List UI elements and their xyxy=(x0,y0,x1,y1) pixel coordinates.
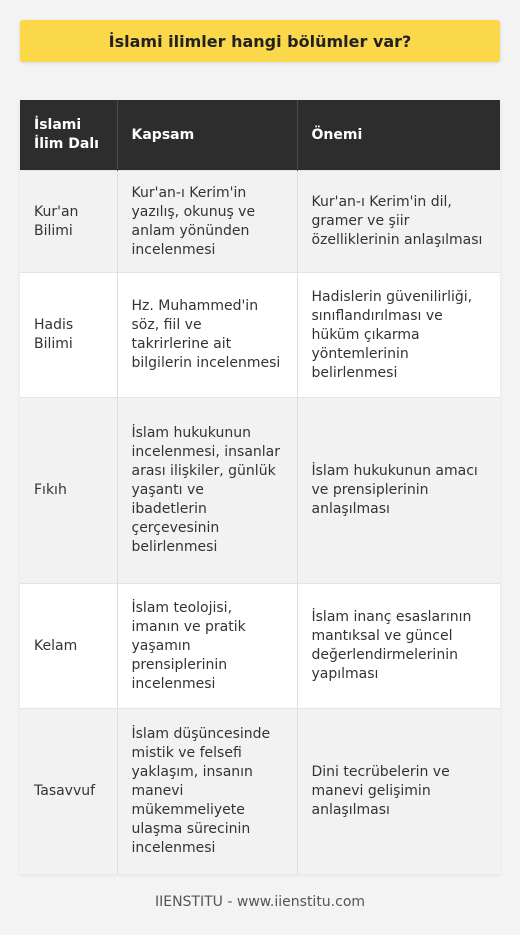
page-title: İslami ilimler hangi bölümler var? xyxy=(108,31,412,51)
cell-branch: Hadis Bilimi xyxy=(20,273,117,398)
cell-branch: Tasavvuf xyxy=(20,709,117,874)
cell-branch: Kelam xyxy=(20,584,117,709)
cell-scope: Kur'an-ı Kerim'in yazılış, okunuş ve anlam yönünden incelenmesi xyxy=(117,171,297,273)
table-header-row xyxy=(20,100,500,171)
cell-importance: Hadislerin güvenilirliği, sınıflandırılması ve hüküm çıkarma yöntemlerinin belirlenmesi xyxy=(297,273,500,398)
title-banner xyxy=(20,20,500,62)
table-row xyxy=(20,171,500,273)
footer-credit: IIENSTITU - www.iienstitu.com xyxy=(154,894,366,910)
table-row xyxy=(20,273,500,398)
cell-importance: Dini tecrübelerin ve manevi gelişimin anlaşılması xyxy=(297,709,500,874)
table-row xyxy=(20,584,500,709)
header-importance: Önemi xyxy=(297,100,500,171)
table-row xyxy=(20,398,500,584)
islamic-sciences-table xyxy=(20,100,500,874)
cell-importance: İslam inanç esaslarının mantıksal ve güncel değerlendirmelerinin yapılması xyxy=(297,584,500,709)
table-row xyxy=(20,709,500,874)
cell-scope: Hz. Muhammed'in söz, fiil ve takrirlerine ait bilgilerin incelenmesi xyxy=(117,273,297,398)
cell-scope: İslam düşüncesinde mistik ve felsefi yaklaşım, insanın manevi mükemmeliyete ulaşma sürecinin incelenmesi xyxy=(117,709,297,874)
header-branch: İslami İlim Dalı xyxy=(20,100,117,171)
cell-scope: İslam hukukunun incelenmesi, insanlar arası ilişkiler, günlük yaşantı ve ibadetlerin çerçevesinin belirlenmesi xyxy=(117,398,297,584)
cell-branch: Kur'an Bilimi xyxy=(20,171,117,273)
cell-importance: Kur'an-ı Kerim'in dil, gramer ve şiir özelliklerinin anlaşılması xyxy=(297,171,500,273)
info-table-container xyxy=(20,100,500,874)
cell-importance: İslam hukukunun amacı ve prensiplerinin anlaşılması xyxy=(297,398,500,584)
cell-branch: Fıkıh xyxy=(20,398,117,584)
cell-scope: İslam teolojisi, imanın ve pratik yaşamın prensiplerinin incelenmesi xyxy=(117,584,297,709)
header-scope: Kapsam xyxy=(117,100,297,171)
